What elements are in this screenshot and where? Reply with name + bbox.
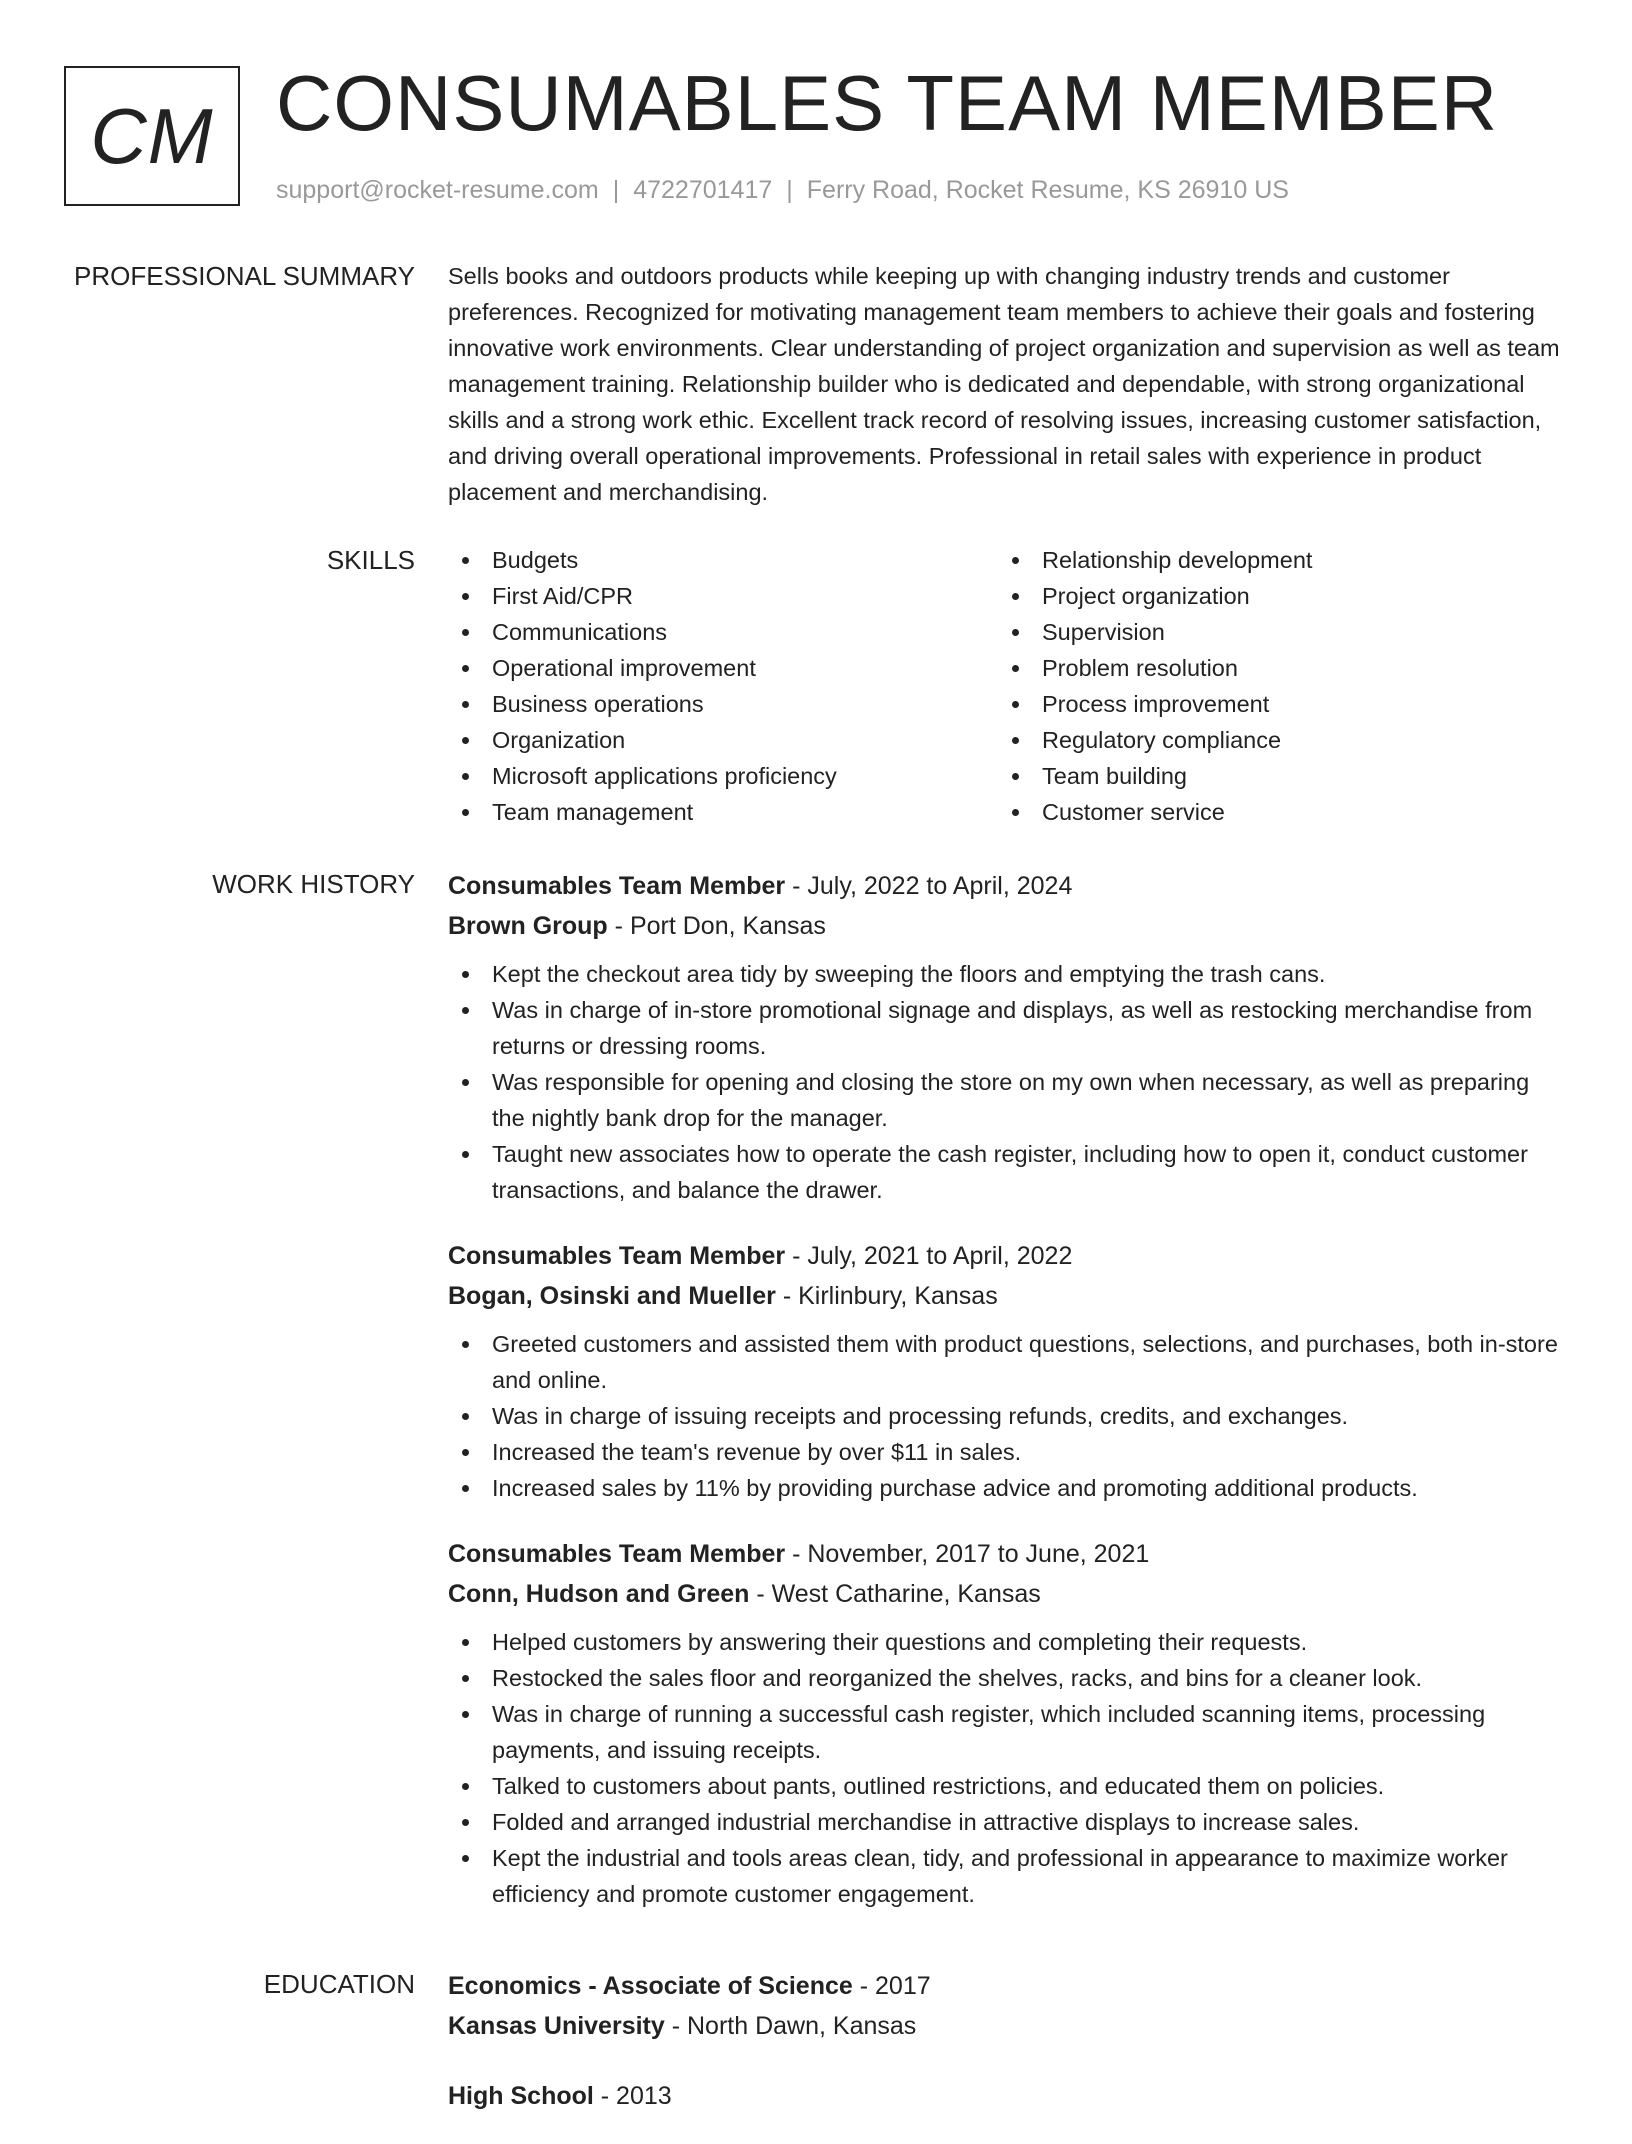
edu-degree-line (448, 1966, 1568, 2006)
job-bullet: Kept the industrial and tools areas clean, tidy, and professional in appearance to maximize worker efficiency and promote customer engagement. (448, 1840, 1568, 1912)
job-location: - West Catharine, Kansas (756, 1580, 1041, 1608)
job-company: Bogan, Osinski and Mueller (448, 1282, 776, 1310)
skill-item: Problem resolution (998, 650, 1548, 686)
job-role: Consumables Team Member (448, 872, 786, 900)
education-body (448, 1966, 1568, 2144)
skill-item: Regulatory compliance (998, 722, 1548, 758)
skill-item: Team management (448, 794, 998, 830)
job-entry (448, 1534, 1568, 1912)
job-bullets (448, 956, 1568, 1208)
skill-item: Microsoft applications proficiency (448, 758, 998, 794)
job-bullet: Was in charge of running a successful cash register, which included scanning items, processing payments, and issuing receipts. (448, 1696, 1568, 1768)
job-dates: - July, 2022 to April, 2024 (792, 872, 1073, 900)
edu-location: - North Dawn, Kansas (671, 2012, 917, 2040)
job-bullet: Was in charge of in-store promotional signage and displays, as well as restocking merchandise from returns or dressing rooms. (448, 992, 1568, 1064)
edu-year: - 2013 (600, 2082, 672, 2110)
skill-item: Supervision (998, 614, 1548, 650)
resume-name: CONSUMABLES TEAM MEMBER (276, 59, 1499, 147)
job-bullet: Increased sales by 11% by providing purchase advice and promoting additional products. (448, 1470, 1568, 1506)
monogram-badge (64, 66, 240, 206)
job-company-line (448, 906, 1568, 946)
job-entry (448, 866, 1568, 1208)
edu-year: - 2017 (859, 1972, 931, 2000)
job-bullet: Taught new associates how to operate the cash register, including how to open it, conduct customer transactions, and balance the drawer. (448, 1136, 1568, 1208)
job-role: Consumables Team Member (448, 1540, 786, 1568)
edu-school-line (448, 2006, 1568, 2046)
edu-degree-line (448, 2076, 1568, 2116)
skill-item: Project organization (998, 578, 1548, 614)
summary-body (448, 258, 1568, 510)
work-body (448, 866, 1568, 1940)
job-company: Conn, Hudson and Green (448, 1580, 750, 1608)
work-heading: WORK HISTORY (212, 869, 415, 899)
job-dates: - July, 2021 to April, 2022 (792, 1242, 1073, 1270)
skill-item: Customer service (998, 794, 1548, 830)
contact-address: Ferry Road, Rocket Resume, KS 26910 US (806, 176, 1289, 204)
job-bullet: Was in charge of issuing receipts and processing refunds, credits, and exchanges. (448, 1398, 1568, 1434)
job-role-line (448, 866, 1568, 906)
job-bullet: Greeted customers and assisted them with product questions, selections, and purchases, both in-store and online. (448, 1326, 1568, 1398)
job-bullets (448, 1624, 1568, 1912)
contact-separator: | (612, 176, 620, 204)
skills-heading: SKILLS (326, 545, 415, 575)
contact-email[interactable]: support@rocket-resume.com (276, 176, 599, 204)
job-bullet: Helped customers by answering their questions and completing their requests. (448, 1624, 1568, 1660)
job-entry (448, 1236, 1568, 1506)
job-bullet: Folded and arranged industrial merchandise in attractive displays to increase sales. (448, 1804, 1568, 1840)
job-bullet: Increased the team's revenue by over $11 in sales. (448, 1434, 1568, 1470)
skill-item: Relationship development (998, 542, 1548, 578)
edu-school: Kansas University (448, 2012, 665, 2040)
skills-list-right (998, 542, 1548, 830)
job-bullets (448, 1326, 1568, 1506)
job-bullet: Talked to customers about pants, outlined restrictions, and educated them on policies. (448, 1768, 1568, 1804)
education-heading: EDUCATION (263, 1969, 415, 1999)
skill-item: Process improvement (998, 686, 1548, 722)
skill-item: Budgets (448, 542, 998, 578)
job-bullet: Restocked the sales floor and reorganized the shelves, racks, and bins for a cleaner look. (448, 1660, 1568, 1696)
education-entry (448, 1966, 1568, 2046)
skill-item: Team building (998, 758, 1548, 794)
job-company: Brown Group (448, 912, 608, 940)
skills-list-left (448, 542, 998, 830)
job-company-line (448, 1574, 1568, 1614)
job-location: - Port Don, Kansas (614, 912, 826, 940)
job-bullet: Kept the checkout area tidy by sweeping the floors and emptying the trash cans. (448, 956, 1568, 992)
job-role: Consumables Team Member (448, 1242, 786, 1270)
skill-item: First Aid/CPR (448, 578, 998, 614)
contact-line (276, 176, 1289, 205)
edu-degree: Economics - Associate of Science (448, 1972, 853, 2000)
contact-phone[interactable]: 4722701417 (633, 176, 773, 204)
job-location: - Kirlinbury, Kansas (782, 1282, 998, 1310)
job-company-line (448, 1276, 1568, 1316)
job-bullet: Was responsible for opening and closing the store on my own when necessary, as well as preparing the nightly bank drop for the manager. (448, 1064, 1568, 1136)
skill-item: Communications (448, 614, 998, 650)
skills-body (448, 542, 1568, 830)
summary-text: Sells books and outdoors products while keeping up with changing industry trends and customer preferences. Recognized for motivating management team members to achieve their goals and fostering innovative work environments. Clear understanding of project organization and supervision as well as team management training. Relationship builder who is dedicated and dependable, with strong organizational skills and a strong work ethic. Excellent track record of resolving issues, increasing customer satisfaction, and driving overall operational improvements. Professional in retail sales with experience in product placement and merchandising. (448, 263, 1560, 505)
edu-degree: High School (448, 2082, 594, 2110)
job-role-line (448, 1534, 1568, 1574)
monogram-text: CM (90, 91, 214, 180)
skill-item: Business operations (448, 686, 998, 722)
skill-item: Organization (448, 722, 998, 758)
job-dates: - November, 2017 to June, 2021 (792, 1540, 1150, 1568)
education-entry (448, 2076, 1568, 2116)
summary-heading: PROFESSIONAL SUMMARY (74, 261, 415, 291)
skill-item: Operational improvement (448, 650, 998, 686)
job-role-line (448, 1236, 1568, 1276)
contact-separator: | (786, 176, 793, 204)
